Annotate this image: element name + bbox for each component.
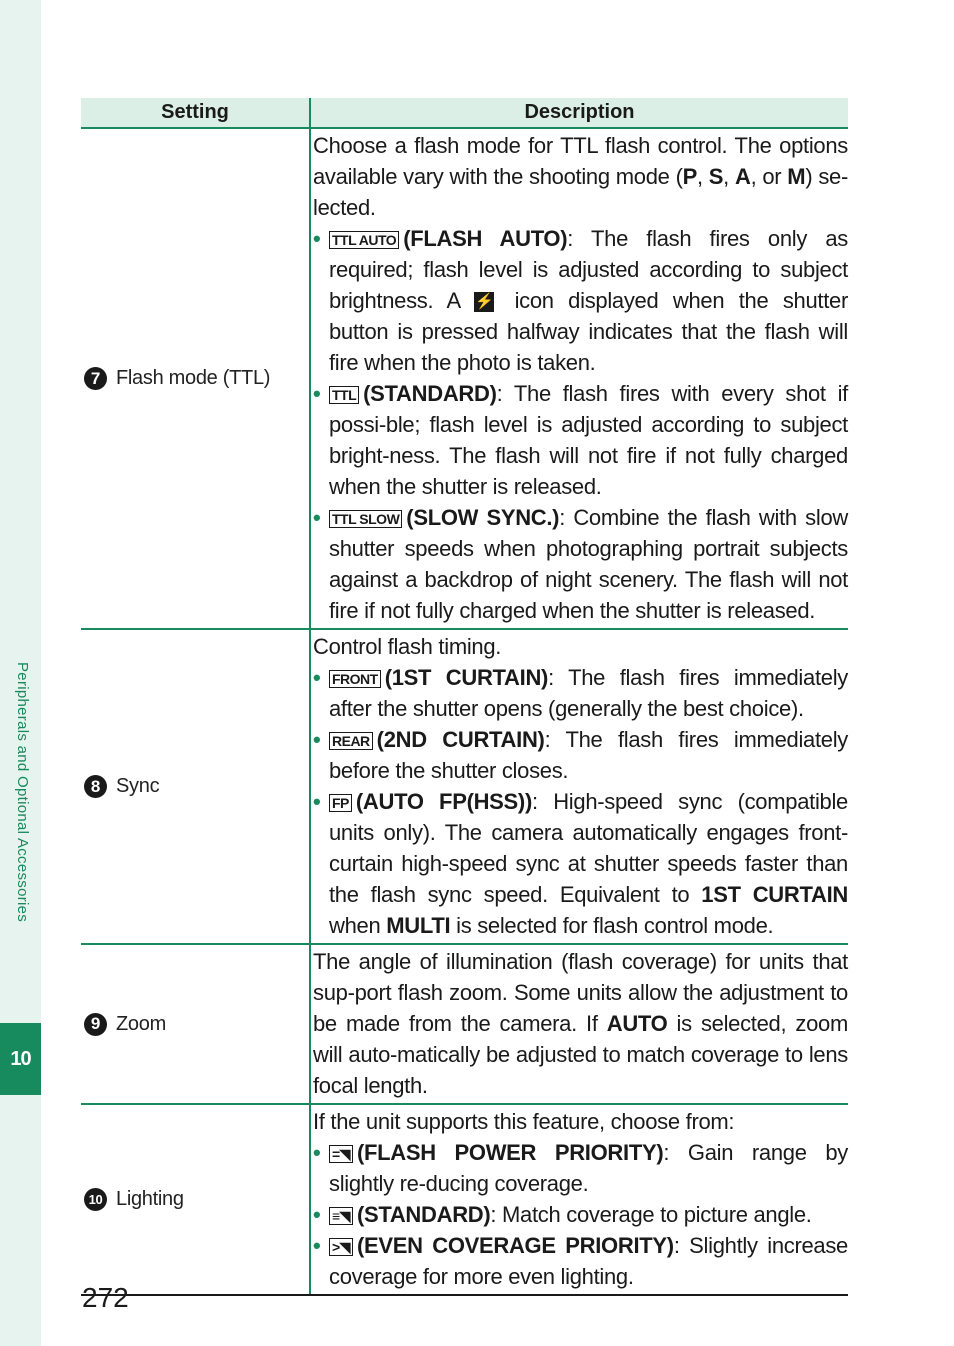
flash-ttl-auto-icon: TTL AUTO: [329, 231, 399, 249]
description-intro: Control flash timing.: [313, 634, 502, 659]
page-number: 272: [82, 1282, 129, 1313]
description-intro: If the unit supports this feature, choose from:: [313, 1109, 735, 1134]
flash-standard-lighting-icon: ≡◥: [329, 1207, 353, 1225]
list-item: • >◥ (EVEN COVERAGE PRIORITY): Slightly increase coverage for more even lighting.: [313, 1230, 848, 1292]
list-item: • ≡◥ (STANDARD): Match coverage to picture angle.: [313, 1199, 848, 1230]
flash-ttl-slow-icon: TTL SLOW: [329, 510, 402, 528]
flash-fp-icon: FP: [329, 794, 352, 812]
header-setting: Setting: [81, 98, 310, 128]
list-item: • REAR (2ND CURTAIN): The flash fires immediately before the shutter closes.: [313, 724, 848, 786]
item-number-badge: 8: [84, 775, 107, 798]
header-description: Description: [310, 98, 848, 128]
settings-table: [81, 98, 848, 1296]
description-cell: [310, 128, 848, 629]
setting-cell: [81, 944, 310, 1104]
description-cell: [310, 944, 848, 1104]
flash-rear-curtain-icon: REAR: [329, 732, 373, 750]
setting-cell: [81, 1104, 310, 1295]
setting-name: Sync: [116, 775, 160, 797]
table-row: [81, 128, 848, 629]
list-item: • =◥ (FLASH POWER PRIORITY): Gain range by slightly re-ducing coverage.: [313, 1137, 848, 1199]
chapter-sidebar-label: Peripherals and Optional Accessories: [14, 662, 31, 923]
flash-power-priority-icon: =◥: [329, 1145, 353, 1163]
description-text: The angle of illumination (flash coverage) for units that sup-port flash zoom. Some units allow the adjustment to be made from the camera. If AUTO is selected, zoom will auto-matically be adjusted to match coverage to lens focal length.: [313, 949, 848, 1098]
flash-front-curtain-icon: FRONT: [329, 670, 381, 688]
table-row: [81, 1104, 848, 1295]
table-row: [81, 629, 848, 944]
flash-even-coverage-icon: >◥: [329, 1238, 353, 1256]
flash-ttl-icon: TTL: [329, 386, 359, 404]
list-item: • TTL AUTO (FLASH AUTO): The flash fires only as required; flash level is adjusted according to subject brightness. A ⚡ icon displayed when the shutter button is pressed halfway indicates that the flash will fire when the photo is taken.: [313, 223, 848, 378]
setting-name: Lighting: [116, 1188, 184, 1210]
list-item: • TTL SLOW (SLOW SYNC.): Combine the flash with slow shutter speeds when photographing portrait subjects against a backdrop of night scenery. The flash will not fire if not fully charged when the shutter is released.: [313, 502, 848, 626]
setting-cell: [81, 629, 310, 944]
setting-cell: [81, 128, 310, 629]
table-header-row: [81, 98, 848, 128]
list-item: • TTL (STANDARD): The flash fires with every shot if possi-ble; flash level is adjusted according to subject bright-ness. The flash will not fire if not fully charged when the shutter is released.: [313, 378, 848, 502]
item-number-badge: 9: [84, 1013, 107, 1036]
list-item: • FRONT (1ST CURTAIN): The flash fires immediately after the shutter opens (generally the best choice).: [313, 662, 848, 724]
description-cell: [310, 1104, 848, 1295]
description-cell: [310, 629, 848, 944]
description-intro: Choose a flash mode for TTL flash control. The options available vary with the shooting mode (P, S, A, or M) se-lected.: [313, 133, 848, 220]
item-number-badge: 7: [84, 367, 107, 390]
table-row: [81, 944, 848, 1104]
list-item: • FP (AUTO FP(HSS)): High-speed sync (compatible units only). The camera automatically engages front-curtain high-speed sync at shutter speeds faster than the flash sync speed. Equivalent to 1ST CURTAIN when MULTI is selected for flash control mode.: [313, 786, 848, 941]
setting-name: Zoom: [116, 1012, 166, 1035]
setting-name: Flash mode (TTL): [116, 367, 271, 389]
flash-ready-icon: ⚡: [474, 293, 494, 311]
chapter-number-tab: 10: [0, 1023, 41, 1095]
item-number-badge: 10: [84, 1188, 107, 1211]
